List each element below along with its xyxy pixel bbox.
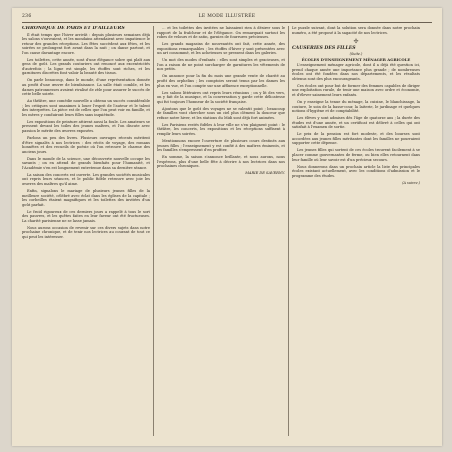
column-2 bbox=[157, 26, 285, 436]
chronicle-continuation bbox=[157, 26, 285, 169]
page-header bbox=[22, 12, 432, 22]
paragraph: Les jeunes filles qui sortent de ces écoles trouvent facilement à se placer comme gouvernantes de ferme, ou bien elles retournent dans leur famille où leur savoir est d'un précieux secours. bbox=[292, 148, 420, 162]
paragraph: Les grands magasins de nouveautés ont fait, cette année, des expositions remarquables ; les étoffes d'hiver y sont présentées avec un art consommé, et les acheteuses se pressent dans les galeries. bbox=[157, 42, 285, 56]
column-1 bbox=[22, 26, 150, 436]
paragraph: On parle beaucoup, dans le monde, d'une représentation donnée au profit d'une œuvre de bienfaisance. La salle était comble, et les dames patronnesses avaient rivalisé de zèle pour assurer le succès de cette belle soirée. bbox=[22, 78, 150, 97]
paragraph: Un mot des modes d'enfants : elles sont simples et gracieuses, et l'on a raison de ne point surcharger de garnitures les vêtements de nos petits. bbox=[157, 58, 285, 72]
paragraph: Nous donnerons dans un prochain article la liste des principales écoles existant actuellement, avec les conditions d'admission et le programme des études. bbox=[292, 164, 420, 178]
paragraph: Dans le monde de la science, une découverte nouvelle occupe les savants ; on en attend de grands bienfaits pour l'humanité, et l'Académie s'en est longuement entretenue dans sa dernière séance. bbox=[22, 156, 150, 170]
paragraph: Au théâtre, une comédie nouvelle a obtenu un succès considérable ; les critiques sont unanimes à louer l'esprit de l'auteur et le talent des interprètes. La pièce est de celles que l'on peut voir en famille, et les mères y conduiront leurs filles sans inquiétude. bbox=[22, 99, 150, 117]
chronicle-signature: MARIE DE SAVERNY. bbox=[245, 171, 285, 176]
paragraph: En somme, la saison s'annonce brillante, et nous aurons, nous l'espérons, plus d'une belle fête à décrire à nos lectrices dans nos prochaines chroniques. bbox=[157, 155, 285, 169]
paragraph: Les élèves y sont admises dès l'âge de quatorze ans ; la durée des études est d'une année, et un certificat est délivré à celles qui ont satisfait à l'examen de sortie. bbox=[292, 116, 420, 130]
paragraph: … et les toilettes des invitées ne laissaient rien à désirer sous le rapport de la fraîcheur et de l'élégance. On remarquait surtout les robes de velours et de satin, garnies de fourrures précieuses. bbox=[157, 26, 285, 40]
paragraph: Nous aurons occasion de revenir sur ces divers sujets dans notre prochaine chronique, et de tenir nos lectrices au courant de tout ce qui peut les intéresser. bbox=[22, 225, 150, 239]
paragraph: Les Parisiens restés fidèles à leur ville ne s'en plaignent point : le théâtre, les concerts, les expositions et les réceptions suffisent à remplir leurs soirées. bbox=[157, 122, 285, 136]
paragraph: Le froid rigoureux de ces derniers jours a rappelé à tous le sort des pauvres, et les quêtes faites en leur faveur ont été fructueuses. La charité parisienne ne se lasse jamais. bbox=[22, 209, 150, 223]
paragraph: Les expositions de peinture attirent aussi la foule. Les amateurs se pressent devant les toiles des jeunes maîtres, et l'on discute avec passion le mérite des œuvres exposées. bbox=[22, 119, 150, 133]
paragraph: On y enseigne la tenue du ménage, la cuisine, le blanchissage, la couture, le soin de la basse-cour, la laiterie, le jardinage et quelques notions d'hygiène et de comptabilité. bbox=[292, 100, 420, 114]
paragraph: Le prix de la pension est fort modeste, et des bourses sont accordées aux jeunes filles méritantes dont les familles ne pourraient supporter cette dépense. bbox=[292, 132, 420, 146]
causeries-body bbox=[292, 63, 420, 178]
paragraph: On annonce pour la fin du mois une grande vente de charité au profit des orphelins ; les comptoirs seront tenus par les dames les plus en vue, et l'on compte sur une affluence exceptionnelle. bbox=[157, 74, 285, 88]
causeries-title: CAUSERIES DES FILLES bbox=[292, 45, 356, 51]
puzzle-note: Le puzzle suivant, dont la solution sera donnée dans notre prochain numéro, a été proposé à la sagacité de nos lectrices. bbox=[292, 26, 420, 35]
paragraph: La saison des concerts est ouverte. Les grandes sociétés musicales ont repris leurs séances, et le public fidèle retrouve avec joie les œuvres des maîtres qu'il aime. bbox=[22, 172, 150, 186]
chronicle-body bbox=[22, 33, 150, 240]
journal-title: LE MODE ILLUSTRÉE bbox=[198, 14, 256, 19]
paragraph: Ajoutons que le goût des voyages ne se ralentit point ; beaucoup de familles vont chercher sous un ciel plus clément la douceur que refuse notre hiver, et les stations du Midi sont déjà fort animées. bbox=[157, 106, 285, 120]
paragraph: Ces écoles ont pour but de former des femmes capables de diriger une exploitation rurale, de tenir une maison avec ordre et économie, et d'élever sainement leurs enfants. bbox=[292, 83, 420, 98]
paragraph: Les salons littéraires ont repris leurs réunions ; on y lit des vers, on y fait de la musique, et la conversation y garde cette délicatesse qui fut toujours l'honneur de la société française. bbox=[157, 90, 285, 104]
chronicle-title: CHRONIQUE DE PARIS ET D'AILLEURS bbox=[22, 26, 125, 31]
causeries-heading: ÉCOLES D'ENSEIGNEMENT MÉNAGER AGRICOLE bbox=[301, 56, 411, 62]
column-divider bbox=[288, 26, 289, 436]
paragraph: Enfin, signalons le mariage de plusieurs jeunes filles de la meilleure société, célébré avec éclat dans les églises de la capitale ; les corbeilles étaient magnifiques et les toilettes des invitées d'un goût parfait. bbox=[22, 188, 150, 207]
page-number: 236 bbox=[22, 14, 32, 19]
to-be-continued: (A suivre.) bbox=[402, 180, 420, 185]
section-ornament: ✢ bbox=[353, 37, 359, 45]
column-divider bbox=[153, 26, 154, 436]
paragraph: Il était temps que l'hiver arrivât : depuis plusieurs semaines déjà les salons s'ouvraient, et les mondains attendaient avec impatience le retour des grandes réceptions. Les fêtes succèdent aux fêtes, et les soirées se prolongent fort avant dans la nuit ; on danse partout, et l'on cause davantage encore. bbox=[22, 32, 150, 55]
column-3 bbox=[292, 26, 420, 436]
causeries-subtitle: (Suite.) bbox=[349, 52, 363, 57]
paragraph: Mentionnons encore l'ouverture de plusieurs cours destinés aux jeunes filles ; l'enseignement y est confié à des maîtres éminents, et les familles s'empressent d'en profiter. bbox=[157, 138, 285, 153]
paragraph: L'enseignement ménager agricole, dont il a déjà été question ici, prend chaque année une importance plus grande ; de nombreuses écoles ont été fondées dans nos départements, et les résultats obtenus sont des plus encourageants. bbox=[292, 63, 420, 81]
header-rule bbox=[22, 22, 432, 23]
paragraph: Parlons un peu des livres. Plusieurs ouvrages récents méritent d'être signalés à nos lectrices : des récits de voyage, des romans honnêtes et des recueils de poésie où l'on retrouve le charme des anciens jours. bbox=[22, 135, 150, 154]
newspaper-page bbox=[12, 8, 442, 446]
paragraph: Les toilettes, cette année, sont d'une élégance sobre qui plaît aux gens de goût. Les grands couturiers ont renoncé aux excentricités d'autrefois ; la ligne est simple, les étoffes sont riches, et les garnitures discrètes font valoir la beauté des tissus. bbox=[22, 57, 150, 76]
